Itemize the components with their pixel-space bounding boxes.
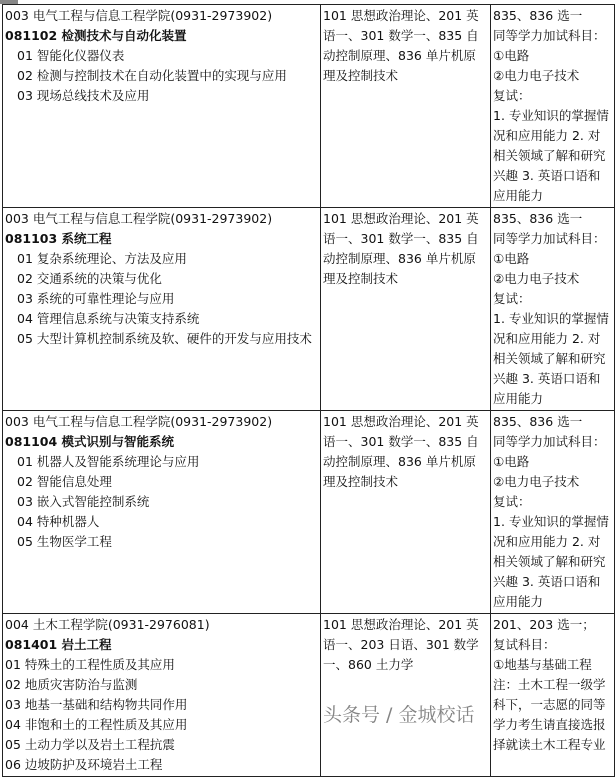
direction-item: 04 管理信息系统与决策支持系统 — [17, 311, 200, 326]
direction-item: 05 土动力学以及岩土工程抗震 — [5, 737, 175, 752]
major-name: 081104 模式识别与智能系统 — [5, 434, 175, 449]
school-name: 003 电气工程与信息工程学院(0931-2973902) — [5, 211, 273, 226]
exam-subjects-cell — [321, 614, 491, 777]
direction-item: 03 系统的可靠性理论与应用 — [17, 291, 175, 306]
direction-item: 02 检测与控制技术在自动化装置中的实现与应用 — [17, 68, 287, 83]
note-line: 1. 专业知识的掌握情况和应用能力 2. 对相关领域了解和研究兴趣 3. 英语口语和应用能力 — [493, 514, 609, 609]
note-line: 复试： — [493, 494, 531, 509]
watermark: 头条号 / 金城校话 — [323, 704, 475, 726]
note-line: 复试科目： — [493, 637, 556, 652]
notes — [493, 209, 612, 409]
major-name: 081401 岩土工程 — [5, 637, 112, 652]
major-name: 081102 检测技术与自动化装置 — [5, 28, 187, 43]
note-line: 复试： — [493, 88, 531, 103]
note-line: ②电力电子技术 — [493, 474, 580, 489]
table-row — [3, 411, 615, 614]
direction-item: 06 边坡防护及环境岩土工程 — [5, 757, 163, 772]
exam-subjects: 101 思想政治理论、201 英语一、301 数学一、835 自动控制原理、836 单片机原理及控制技术 — [323, 414, 479, 489]
note-line: 835、836 选一 — [493, 414, 583, 429]
notes-cell — [491, 614, 615, 777]
direction-item: 03 地基一基础和结构物共同作用 — [5, 697, 188, 712]
notes — [493, 6, 612, 206]
school-name: 004 土木工程学院(0931-2976081) — [5, 617, 210, 632]
direction-item: 04 非饱和土的工程性质及其应用 — [5, 717, 188, 732]
direction-item: 01 机器人及智能系统理论与应用 — [17, 454, 200, 469]
exam-subjects-cell — [321, 208, 491, 411]
direction-item: 05 生物医学工程 — [17, 534, 112, 549]
admissions-table — [2, 4, 615, 777]
exam-subjects: 101 思想政治理论、201 英语一、301 数学一、835 自动控制原理、836 单片机原理及控制技术 — [323, 8, 479, 83]
direction-item: 01 智能化仪器仪表 — [17, 48, 125, 63]
note-line: ①电路 — [493, 48, 530, 63]
program-cell — [3, 5, 321, 208]
exam-subjects: 101 思想政治理论、201 英语一、301 数学一、835 自动控制原理、836 单片机原理及控制技术 — [323, 211, 479, 286]
note-line: 同等学力加试科目： — [493, 434, 606, 449]
exam-subjects-cell — [321, 411, 491, 614]
direction-item: 04 特种机器人 — [17, 514, 100, 529]
major-name: 081103 系统工程 — [5, 231, 112, 246]
note-line: 1. 专业知识的掌握情况和应用能力 2. 对相关领域了解和研究兴趣 3. 英语口语和应用能力 — [493, 108, 609, 203]
direction-item: 03 现场总线技术及应用 — [17, 88, 150, 103]
notes — [493, 615, 612, 755]
note-line: ①电路 — [493, 251, 530, 266]
note-line: 同等学力加试科目： — [493, 231, 606, 246]
exam-subjects: 101 思想政治理论、201 英语一、203 日语、301 数学一、860 土力学 — [323, 617, 479, 672]
note-line: 1. 专业知识的掌握情况和应用能力 2. 对相关领域了解和研究兴趣 3. 英语口语和应用能力 — [493, 311, 609, 406]
school-name: 003 电气工程与信息工程学院(0931-2973902) — [5, 8, 273, 23]
program-cell — [3, 614, 321, 777]
notes-cell — [491, 208, 615, 411]
direction-item: 02 地质灾害防治与监测 — [5, 677, 138, 692]
note-line: ①地基与基础工程 — [493, 657, 592, 672]
note-line: ②电力电子技术 — [493, 68, 580, 83]
note-line: 复试： — [493, 291, 531, 306]
direction-item: 02 交通系统的决策与优化 — [17, 271, 162, 286]
exam-subjects-cell — [321, 5, 491, 208]
direction-item: 01 复杂系统理论、方法及应用 — [17, 251, 187, 266]
direction-item: 03 嵌入式智能控制系统 — [17, 494, 150, 509]
program-cell — [3, 411, 321, 614]
table-row — [3, 614, 615, 777]
note-line: 201、203 选一； — [493, 617, 595, 632]
notes — [493, 412, 612, 612]
notes-cell — [491, 411, 615, 614]
note-line: 835、836 选一 — [493, 8, 583, 23]
note-line: 同等学力加试科目： — [493, 28, 606, 43]
note-line: ①电路 — [493, 454, 530, 469]
table-row — [3, 208, 615, 411]
school-name: 003 电气工程与信息工程学院(0931-2973902) — [5, 414, 273, 429]
note-line: 835、836 选一 — [493, 211, 583, 226]
program-cell — [3, 208, 321, 411]
direction-item: 01 特殊土的工程性质及其应用 — [5, 657, 175, 672]
table-row — [3, 5, 615, 208]
note-line: 注：土木工程一级学科下，一志愿的同等学力考生请直接选报择就读土木工程专业 — [493, 677, 606, 752]
note-line: ②电力电子技术 — [493, 271, 580, 286]
direction-item: 05 大型计算机控制系统及软、硬件的开发与应用技术 — [17, 331, 312, 346]
direction-item: 02 智能信息处理 — [17, 474, 112, 489]
notes-cell — [491, 5, 615, 208]
